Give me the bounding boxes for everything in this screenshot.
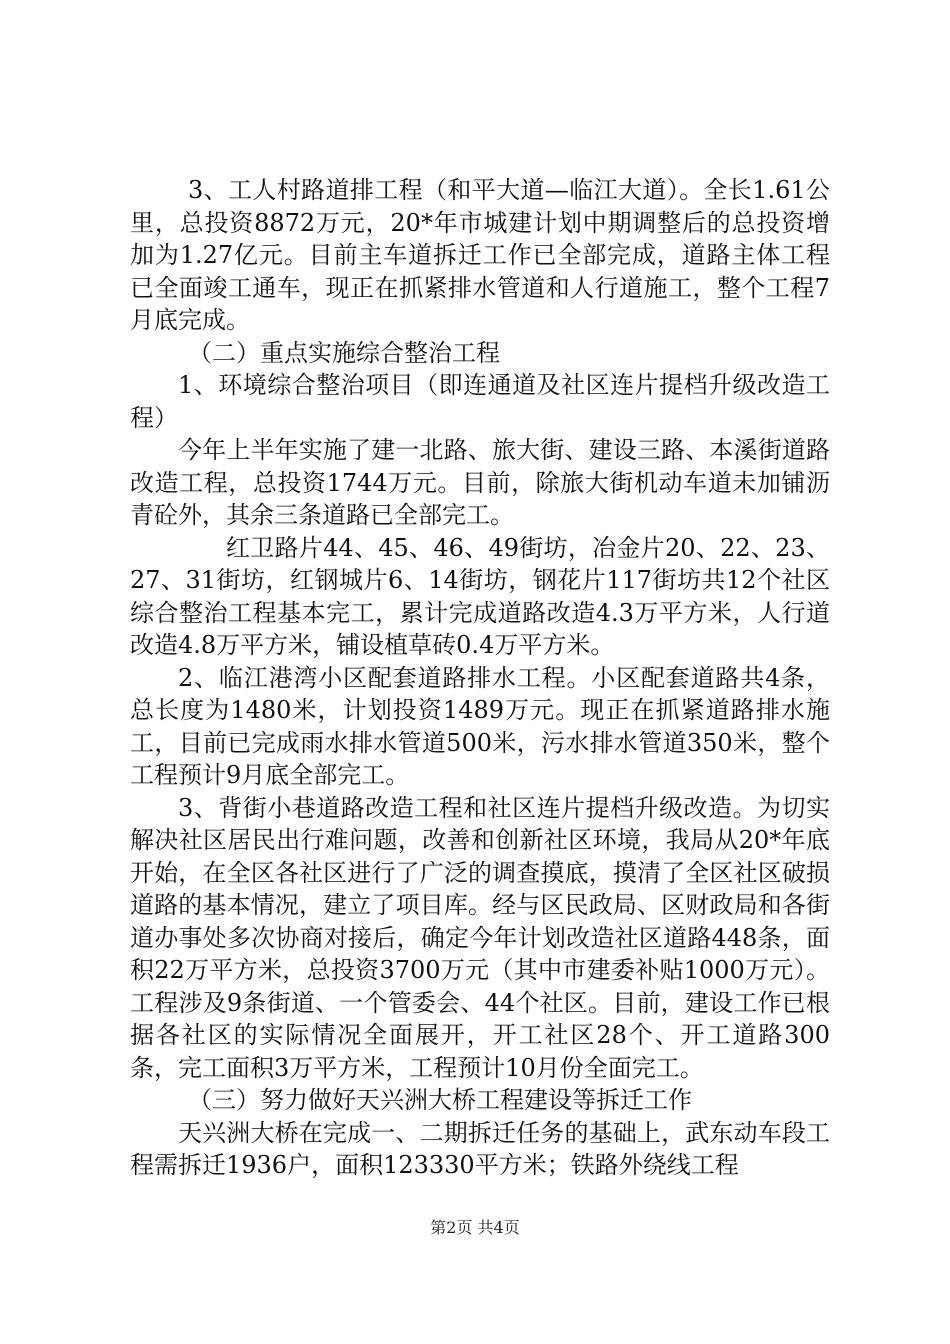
paragraph-environment-project-title: 1、环境综合整治项目（即连通道及社区连片提档升级改造工程） xyxy=(130,371,830,432)
paragraph-back-street-renovation: 3、背街小巷道路改造工程和社区连片提档升级改造。为切实解决社区居民出行难问题，改善和创新社区环境，我局从20*年底开始，在全区各社区进行了广泛的调查摸底，摸清了全区社区破损道路的基本情况，建立了项目库。经与区民政局、区财政局和各街道办事处多次协商对接后，确定今年计划改造社区道路448条，面积22万平方米，总投资3700万元（其中市建委补贴1000万元）。工程涉及9条街道、一个管委会、44个社区。目前，建设工作已根据各社区的实际情况全面展开，开工社区28个、开工道路300条，完工面积3万平方米，工程预计10月份全面完工。 xyxy=(130,793,830,1082)
section-heading-bridge-demolition: （三）努力做好天兴洲大桥工程建设等拆迁工作 xyxy=(188,1086,692,1114)
paragraph-harbor-drainage: 2、临江港湾小区配套道路排水工程。小区配套道路共4条，总长度为1480米，计划投资1489万元。现正在抓紧道路排水施工，目前已完成雨水排水管道500米，污水排水管道350米，整个工程预计9月底全部完工。 xyxy=(130,663,830,789)
paragraph-road-reconstruction: 今年上半年实施了建一北路、旅大街、建设三路、本溪街道路改造工程，总投资1744万元。目前，除旅大街机动车道未加铺沥青砼外，其余三条道路已全部完工。 xyxy=(130,436,830,529)
paragraph-road-drainage-project: 3、工人村路道排工程（和平大道—临江大道）。全长1.61公里，总投资8872万元，20*年市城建计划中期调整后的总投资增加为1.27亿元。目前主车道拆迁工作已全部完成，道路主体工程已全面竣工通车，现正在抓紧排水管道和人行道施工，整个工程7月底完成。 xyxy=(130,176,830,334)
paragraph-bridge-demolition: 天兴洲大桥在完成一、二期拆迁任务的基础上，武东动车段工程需拆迁1936户，面积123330平方米；铁路外绕线工程 xyxy=(130,1118,830,1179)
body-text xyxy=(130,174,830,1182)
paragraph-community-renovation: 红卫路片44、45、46、49街坊，冶金片20、22、23、27、31街坊，红钢城片6、14街坊，钢花片117街坊共12个社区综合整治工程基本完工，累计完成道路改造4.3万平方米，人行道改造4.8万平方米，铺设植草砖0.4万平方米。 xyxy=(130,533,830,659)
page-number-footer: 第2页 共4页 xyxy=(430,1218,520,1237)
section-heading-comprehensive-renovation: （二）重点实施综合整治工程 xyxy=(188,338,500,367)
